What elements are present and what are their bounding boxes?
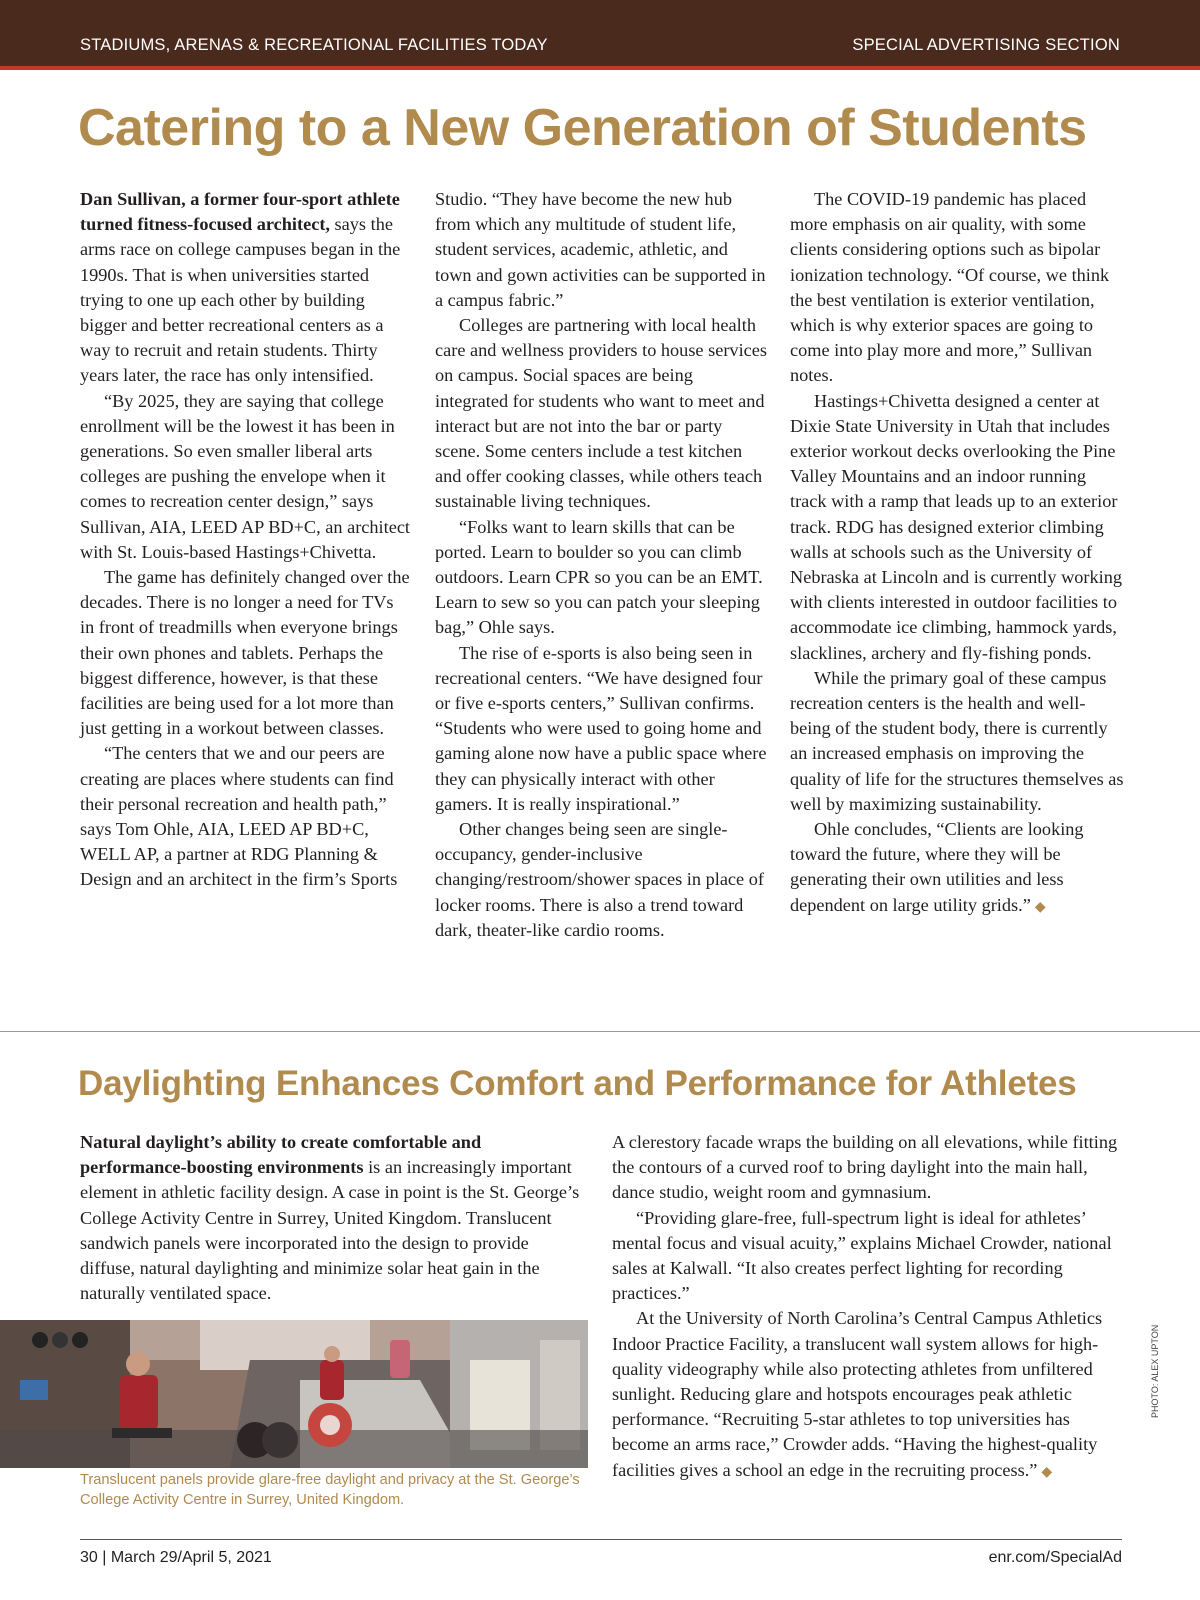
article2-lead-paragraph	[80, 1130, 588, 1306]
paragraph: “By 2025, they are saying that college enrollment will be the lowest it has been in generations. So even smaller liberal arts colleges are pushing the envelope when it comes to recreation center design,” says Sullivan, AIA, LEED AP BD+C, an architect with St. Louis-based Hastings+Chivetta.	[80, 390, 411, 562]
paragraph: The COVID-19 pandemic has placed more emphasis on air quality, with some clients considering options such as bipolar ionization technology. “Of course, we think the best ventilation is exterior ventilation, which is why exterior spaces are going to come into play more and more,” Sullivan notes.	[790, 189, 1110, 386]
article2-title: Daylighting Enhances Comfort and Performance for Athletes	[78, 1064, 1077, 1103]
article1-column-1	[80, 187, 412, 893]
article2-column-1	[80, 1130, 588, 1306]
closing-text: At the University of North Carolina’s Central Campus Athletics Indoor Practice Facility, a translucent wall system allows for high-quality videography while also protecting athletes from unfiltered sunlight. Reducing glare and hotspots encourages peak athletic performance. “Recruiting 5-star athletes to top universities has become an arms race,” Crowder adds. “Having the highest-quality facilities gives a school an edge in the recruiting process.”	[612, 1308, 1103, 1480]
special-section-label: SPECIAL ADVERTISING SECTION	[852, 36, 1120, 54]
footer-rule	[80, 1539, 1122, 1540]
article1-lead-paragraph	[80, 187, 412, 389]
paragraph: While the primary goal of these campus recreation centers is the health and well-being of the student body, there is currently an increased emphasis on improving the quality of life for the structures themselves as well by maximizing sustainability.	[790, 667, 1124, 814]
paragraph: The game has definitely changed over the decades. There is no longer a need for TVs in front of treadmills when everyone brings their own phones and tablets. Perhaps the biggest difference, however, is that these facilities are being used for a lot more than just getting in a workout between classes.	[80, 567, 410, 739]
page-number-date: 30 | March 29/April 5, 2021	[80, 1549, 272, 1566]
article-title: Catering to a New Generation of Students	[78, 99, 1087, 157]
paragraph: The rise of e-sports is also being seen in recreational centers. “We have designed four or five e-sports centers,” Sullivan confirms. “Students who were used to going home and gaming alone now have a public space where they can physically interact with other gamers. It is really inspirational.”	[435, 642, 767, 814]
end-mark-icon: ◆	[1034, 899, 1046, 915]
closing-text: Ohle concludes, “Clients are looking toward the future, where they will be generating their own utilities and less dependent on large utility grids.”	[790, 819, 1084, 915]
article1-lead-bold: Dan Sullivan, a former four-sport athlete turned fitness-focused architect,	[80, 189, 400, 235]
paragraph: Hastings+Chivetta designed a center at Dixie State University in Utah that includes exterior workout decks overlooking the Pine Valley Mountains and an indoor running track with a ramp that leads up to an exterior track. RDG has designed exterior climbing walls at schools such as the University of Nebraska at Lincoln and is currently working with clients interested in outdoor facilities to accommodate ice climbing, hammock yards, slacklines, archery and fly-fishing ponds.	[790, 390, 1123, 663]
publication-section-label: STADIUMS, ARENAS & RECREATIONAL FACILITIES TODAY	[80, 36, 548, 54]
section-divider	[0, 1031, 1200, 1032]
paragraph: Colleges are partnering with local health care and wellness providers to house services on campus. Social spaces are being integrated for students who want to meet and interact but are not into the bar or party scene. Some centers include a test kitchen and offer cooking classes, while others teach sustainable living techniques.	[435, 315, 767, 512]
paragraph: “The centers that we and our peers are creating are places where students can find their personal recreation and health path,” says Tom Ohle, AIA, LEED AP BD+C, WELL AP, a partner at RDG Planning & Design and an architect in the firm’s Sports	[80, 743, 398, 890]
paragraph	[612, 1306, 1124, 1484]
article1-lead-text: says the arms race on college campuses began in the 1990s. That is when universities started trying to one up each other by building bigger and better recreational centers as a way to recruit and retain students. Thirty years later, the race has only intensified.	[80, 214, 401, 386]
photo-credit: PHOTO: ALEX UPTON	[1150, 1324, 1160, 1418]
paragraph: A clerestory facade wraps the building on all elevations, while fitting the contours of a curved roof to bring daylight into the main hall, dance studio, weight room and gymnasium.	[612, 1132, 1118, 1203]
paragraph: “Providing glare-free, full-spectrum light is ideal for athletes’ mental focus and visual acuity,” explains Michael Crowder, national sales at Kalwall. “It also creates perfect lighting for recording practices.”	[612, 1207, 1112, 1304]
header-bar	[0, 0, 1200, 66]
paragraph: Other changes being seen are single-occupancy, gender-inclusive changing/restroom/shower spaces in place of locker rooms. There is also a trend toward dark, theater-like cardio rooms.	[435, 819, 764, 940]
gym-photo	[0, 1320, 588, 1468]
article2-column-2	[612, 1130, 1124, 1485]
gym-photo-illustration	[0, 1320, 588, 1468]
header-rule	[0, 66, 1200, 70]
article1-column-2	[435, 187, 767, 943]
paragraph: “Folks want to learn skills that can be ported. Learn to boulder so you can climb outdoors. Learn CPR so you can be an EMT. Learn to sew so you can patch your sleeping bag,” Ohle says.	[435, 516, 763, 638]
article2-lead-text: is an increasingly important element in athletic facility design. A case in point is the St. George’s College Activity Centre in Surrey, United Kingdom. Translucent sandwich panels were incorporated into the design to provide diffuse, natural daylighting and minimize solar heat gain in the naturally ventilated space.	[80, 1157, 580, 1304]
paragraph	[790, 817, 1125, 920]
article2-lead-bold: Natural daylight’s ability to create comfortable and performance-boosting environments	[80, 1132, 482, 1178]
article1-column-3	[790, 187, 1125, 920]
footer-url: enr.com/SpecialAd	[988, 1549, 1122, 1566]
paragraph-continued: Studio. “They have become the new hub from which any multitude of student life, student services, academic, athletic, and town and gown activities can be supported in a campus fabric.”	[435, 189, 766, 310]
photo-caption: Translucent panels provide glare-free daylight and privacy at the St. George’s College Activity Centre in Surrey, United Kingdom.	[80, 1472, 580, 1508]
end-mark-icon: ◆	[1041, 1464, 1053, 1480]
